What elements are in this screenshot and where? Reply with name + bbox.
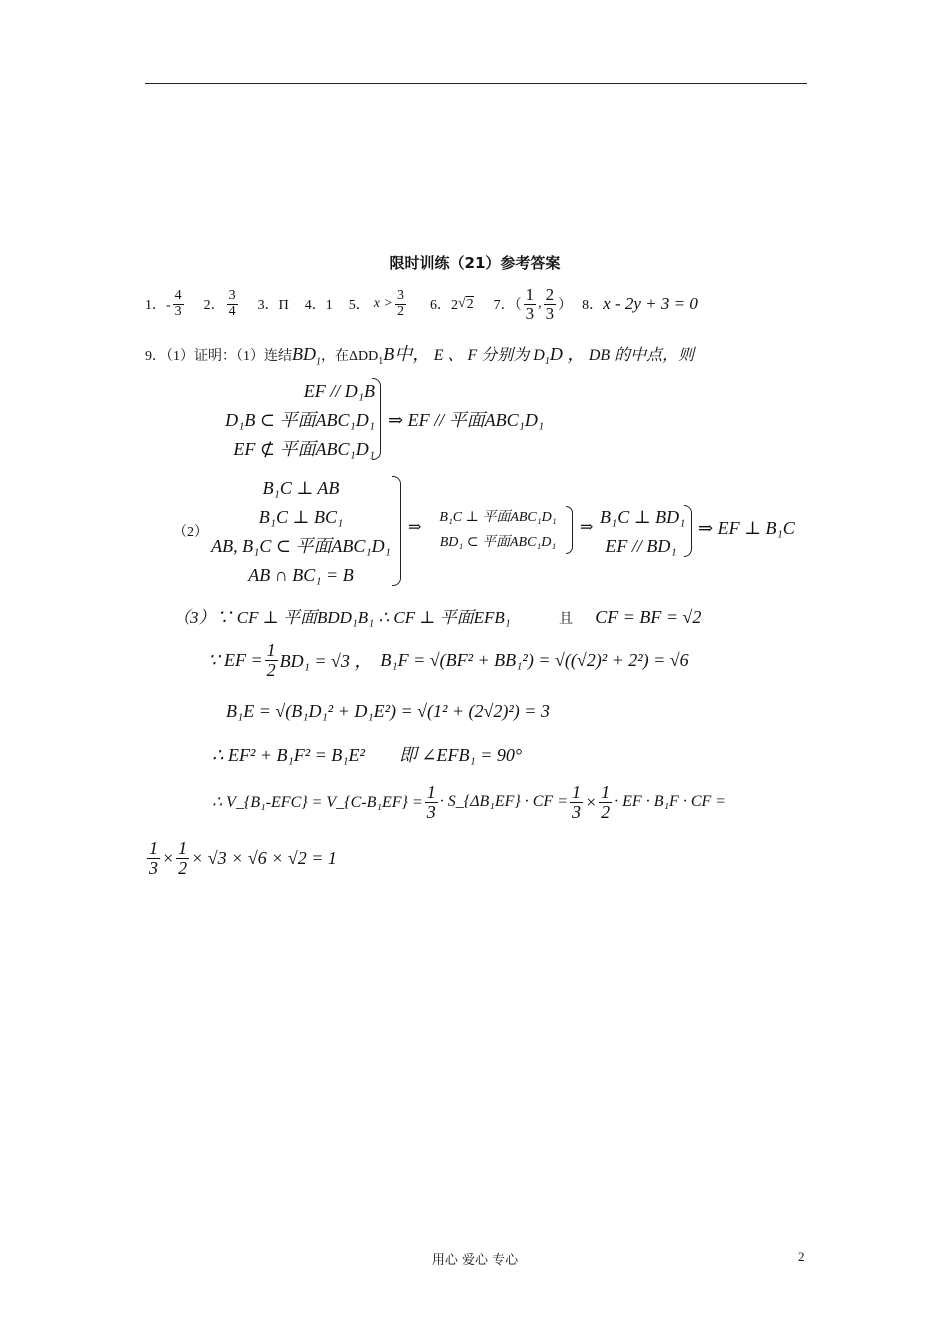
answer-7-n2: 2 [545,284,555,304]
answer-8-label: 8． [582,298,604,313]
answer-5-label: 5． [348,298,370,313]
answer-1-den: 3 [174,303,182,319]
page-title: 限时训练（21）参考答案 [389,254,561,272]
answer-7-d1: 3 [525,303,535,323]
b1e-line: B₁E = √(B₁D₁² + D₁E²) = √(1² + (2√2)²) = 3 [226,701,550,721]
ef-line-post: BD₁ = √3 ， [279,651,373,671]
q9-db: DB 的中点，则 [588,347,695,364]
system-3 [430,505,566,555]
answer-2-fraction [227,289,238,319]
volume-pre: ∴ V_{B₁-EFC} = V_{C-B₁EF} = [212,794,423,811]
system-1-line-1: EF // D₁B [303,381,375,401]
angle-equation: 即 ∠EFB₁ = 90° [398,745,523,765]
system-2-line-2: B₁C ⊥ BC₁ [258,507,344,527]
implies-arrow-2: ⇒ [580,519,594,536]
answer-8-expr: x - 2y + 3 = 0 [603,294,698,313]
ef-line-pre: ∵ EF = [208,649,263,670]
answer-2-den: 4 [228,303,236,319]
answers-1-8: 1．- $\frac{4}{3}$ 2． $\frac{3}{4}$ 3．Π 4．1 5． x > $\frac{3}{2}$ 6．2 √ 2 7．（ $\frac{1}{3}$ , $\frac{2}{3}$ ） 8． x - 2y + 3 = 0 [145,284,698,323]
answer-7-fraction-1 [524,286,537,323]
answer-5-fraction [395,289,406,319]
sum-equation: ∴ EF² + B₁F² = B₁E² [212,745,365,765]
answer-4: 4．1 [304,298,333,313]
system-4-brace [684,505,692,557]
volume-fraction-3: $\frac{1}{2}$ [601,781,611,822]
final-fraction-1: $\frac{1}{3}$ [149,837,158,878]
q9-bd1: $BD_1$ [292,344,321,368]
q9-intro: 9．（1）证明：（1）连结$BD_1$，在$\Delta DD_1B$中， E 、 F 分别为 $D_1D$ ， DB 的中点，则 [145,344,695,368]
system-2-line-3: AB, B₁C ⊂ 平面ABC₁D₁ [211,536,391,556]
system-2 [208,474,394,590]
final-line: $\frac{1}{3}$ × $\frac{1}{2}$ × √3 × √6 × √2 = 1 [149,837,337,878]
system-1-line-2: D₁B ⊂ 平面ABC₁D₁ [225,410,375,430]
system-3-line-2: BD₁ ⊂ 平面ABC₁D₁ [439,535,557,550]
header-rule [145,83,807,84]
answer-5-num: 3 [396,287,404,303]
page-footer: 用心 爱心 专心 [431,1253,519,1268]
part-3-line [173,603,701,628]
system-4 [600,503,686,561]
part-3-cf: CF = BF = √2 [595,607,702,627]
answer-1-num: 4 [174,287,182,303]
answer-7-close: ） [558,298,573,313]
answer-2-num: 3 [228,287,236,303]
system-1-brace [372,378,381,460]
answer-5-expr: x > [373,296,393,311]
system-4-line-2: EF // BD₁ [605,536,677,556]
answer-7-d2: 3 [545,303,555,323]
ef-line-fraction [265,641,278,680]
ef-line-den: 2 [266,659,276,680]
q9-b: B中， [383,344,431,364]
q9-intro-text: 9．（1）证明：（1）连结 [145,349,292,364]
answer-7-fraction-2 [544,286,557,323]
answer-5-den: 2 [396,303,404,319]
system-1-result: ⇒ EF // 平面ABC₁D₁ [388,410,545,430]
system-2-brace [392,476,401,586]
volume-line: ∴ V_{B₁-EFC} = V_{C-B₁EF} = $\frac{1}{3}$ · S_{ΔB₁EF} · CF = $\frac{1}{3}$ × $\frac{1}{2}$ · EF · B₁F · CF = [212,781,727,822]
volume-post: · EF · B₁F · CF = [614,793,727,810]
system-1 [225,377,375,464]
ef-line [208,638,689,682]
answer-6-label: 6．2 [429,298,458,313]
volume-fraction-2: $\frac{1}{3}$ [572,781,581,822]
answer-3: 3．Π [257,298,289,313]
answer-7-n1: 1 [525,284,535,304]
part-3-statement: （3）∵ CF ⊥ 平面BDD₁B₁ ∴ CF ⊥ 平面EFB₁ [173,608,511,627]
system-2-line-4: AB ∩ BC₁ = B [248,565,354,585]
page-number: 2 [798,1249,805,1264]
system-4-result: ⇒ EF ⊥ B₁C [698,518,795,538]
final-fraction-2: $\frac{1}{2}$ [178,837,188,878]
b1f-line: B₁F = √(BF² + BB₁²) = √((√2)² + 2²) = √6 [380,649,689,670]
answer-7-label: 7．（ [493,298,522,313]
system-3-brace [566,506,573,554]
ef-line-num: 1 [266,639,276,660]
q9-triangle: ，在ΔDD [321,349,379,364]
part-3-and: 且 [558,611,573,627]
answer-1-label: 1．- [145,298,171,313]
system-3-line-1: B₁C ⊥ 平面ABC₁D₁ [439,510,557,525]
answer-1-fraction [173,289,184,319]
system-1-line-3: EF ⊄ 平面ABC₁D₁ [233,439,375,459]
answer-2-label: 2． [203,298,225,313]
volume-fraction-1: $\frac{1}{3}$ [426,781,436,822]
system-2-line-1: B₁C ⊥ AB [262,478,340,498]
volume-mid: · S_{ΔB₁EF} · CF = [439,793,568,810]
answer-6-radicand: 2 [466,296,474,312]
sum-line [212,741,522,767]
implies-arrow-1: ⇒ [408,519,422,536]
system-4-line-1: B₁C ⊥ BD₁ [600,507,686,527]
q9-d: D ， [549,344,586,364]
part-2-label: （2） [173,525,208,540]
q9-ef: E 、 F 分别为 $D_1$ [433,347,550,368]
final-product: × √3 × √6 × √2 = 1 [191,847,337,868]
